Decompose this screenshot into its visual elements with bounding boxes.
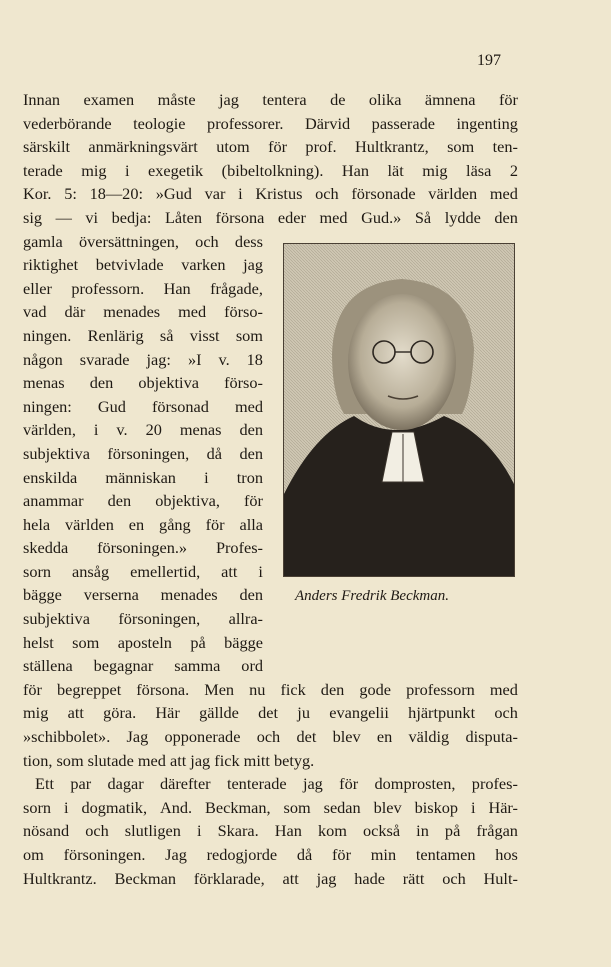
text-line: subjektiva försoningen, allra- — [23, 609, 263, 629]
text-line: menas den objektiva förso- — [23, 373, 263, 393]
text-line: »schibbolet». Jag opponerade och det blev en väldig disputa- — [23, 727, 518, 747]
text-line: Ett par dagar därefter tenterade jag för domprosten, profes- — [35, 774, 518, 794]
text-line: nösand och slutligen i Skara. Han kom också in på frågan — [23, 821, 518, 841]
portrait-image — [283, 243, 515, 577]
text-line: någon svarade jag: »I v. 18 — [23, 349, 263, 369]
text-line: bägge verserna menades den — [23, 585, 263, 605]
text-line: ningen. Renlärig så visst som — [23, 325, 263, 345]
text-line: gamla översättningen, och dess — [23, 231, 263, 251]
text-line: Innan examen måste jag tentera de olika ämnena för — [23, 90, 518, 109]
page-number: 197 — [477, 52, 501, 69]
text-line: ningen: Gud försonad med — [23, 396, 263, 416]
text-line: världen, i v. 20 menas den — [23, 420, 263, 440]
figure-caption: Anders Fredrik Beckman. — [295, 588, 449, 604]
text-line: ställena begagnar samma ord — [23, 656, 263, 676]
text-line: anammar den objektiva, för — [23, 491, 263, 511]
text-line: om försoningen. Jag redogjorde då för min tentamen hos — [23, 845, 518, 864]
text-line: särskilt anmärkningsvärt utom för prof. Hultkrantz, som ten- — [23, 137, 518, 157]
text-line: sorn ansåg emellertid, att i — [23, 561, 263, 581]
text-line: vederbörande teologie professorer. Därvid passerade ingenting — [23, 113, 518, 133]
text-line: hela världen en gång för alla — [23, 514, 263, 534]
text-line: sorn i dogmatik, And. Beckman, som sedan blev biskop i Här- — [23, 797, 518, 817]
text-line: subjektiva försoningen, då den — [23, 443, 263, 463]
text-line: enskilda människan i tron — [23, 467, 263, 487]
text-line: eller professorn. Han frågade, — [23, 278, 263, 298]
text-line: vad där menades med förso- — [23, 302, 263, 322]
text-line: skedda försoningen.» Profes- — [23, 538, 263, 558]
text-line: riktighet betvivlade varken jag — [23, 255, 263, 275]
text-line: Kor. 5: 18—20: »Gud var i Kristus och försonade världen med — [23, 184, 518, 204]
portrait-engraving — [284, 244, 514, 576]
text-line: tion, som slutade med att jag fick mitt betyg. — [23, 750, 315, 770]
text-line: helst som aposteln på bägge — [23, 632, 263, 652]
text-line: mig att göra. Här gällde det ju evangelii hjärtpunkt och — [23, 703, 518, 723]
text-line: terade mig i exegetik (bibeltolkning). Han lät mig läsa 2 — [23, 160, 518, 180]
text-line: Hultkrantz. Beckman förklarade, att jag hade rätt och Hult- — [23, 868, 518, 888]
text-line: sig — vi bedja: Låten försona eder med Gud.» Så lydde den — [23, 207, 518, 227]
text-line: för begreppet försona. Men nu fick den gode professorn med — [23, 679, 518, 699]
